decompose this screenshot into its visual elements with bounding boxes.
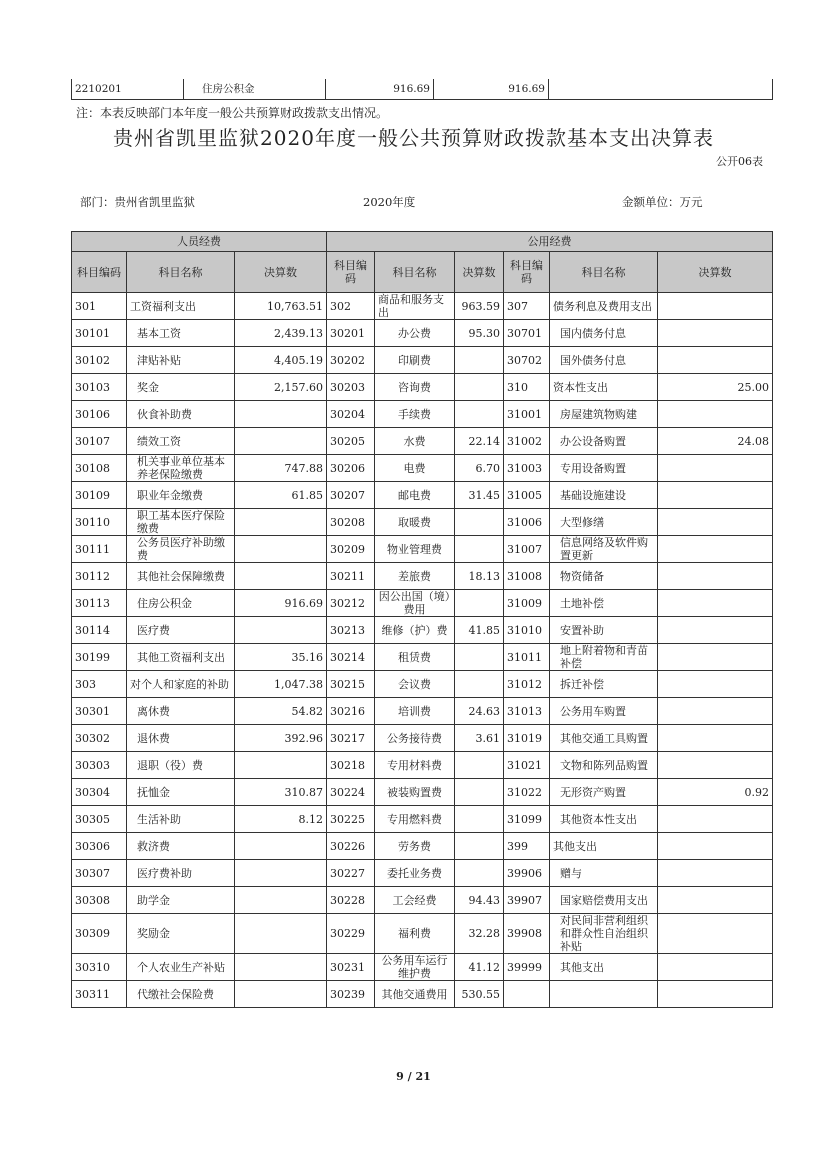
amount-cell: 41.85: [455, 617, 504, 644]
table-row: [72, 806, 773, 833]
name-cell: 房屋建筑物购建: [550, 401, 658, 428]
code-cell: 30108: [72, 455, 127, 482]
code-cell: 30231: [327, 954, 375, 981]
amount-cell: [658, 914, 773, 954]
col-header-code: 科目编码: [504, 252, 550, 293]
amount-cell: [658, 455, 773, 482]
code-cell: 39999: [504, 954, 550, 981]
amount-cell: [235, 401, 327, 428]
amount-cell: [658, 293, 773, 320]
code-cell: 30112: [72, 563, 127, 590]
name-cell: 国外债务付息: [550, 347, 658, 374]
name-cell: 物业管理费: [375, 536, 455, 563]
amount-cell: [658, 617, 773, 644]
amount-cell: 2,439.13: [235, 320, 327, 347]
code-cell: 30114: [72, 617, 127, 644]
name-cell: 维修（护）费: [375, 617, 455, 644]
name-cell: 文物和陈列品购置: [550, 752, 658, 779]
amount-cell: [658, 698, 773, 725]
amount-cell: [235, 509, 327, 536]
amount-cell: [455, 347, 504, 374]
col-header-name: 科目名称: [375, 252, 455, 293]
table-row: [72, 725, 773, 752]
amount-cell: [235, 833, 327, 860]
table-row: [72, 347, 773, 374]
name-cell: 国家赔偿费用支出: [550, 887, 658, 914]
name-cell: 公务用车购置: [550, 698, 658, 725]
code-cell: 30229: [327, 914, 375, 954]
department-label: 部门：贵州省凯里监狱: [80, 195, 195, 209]
code-cell: 30201: [327, 320, 375, 347]
code-cell: 30308: [72, 887, 127, 914]
amount-cell: 95.30: [455, 320, 504, 347]
amount-cell: 3.61: [455, 725, 504, 752]
name-cell: 其他社会保障缴费: [127, 563, 235, 590]
amount-cell: 10,763.51: [235, 293, 327, 320]
name-cell: 工资福利支出: [127, 293, 235, 320]
code-cell: 310: [504, 374, 550, 401]
name-cell: 离休费: [127, 698, 235, 725]
name-cell: 职业年金缴费: [127, 482, 235, 509]
amount-cell: 963.59: [455, 293, 504, 320]
code-cell: 30215: [327, 671, 375, 698]
name-cell: 住房公积金: [127, 590, 235, 617]
table-row: [72, 617, 773, 644]
code-cell: 31003: [504, 455, 550, 482]
name-cell: 差旅费: [375, 563, 455, 590]
name-cell: 退休费: [127, 725, 235, 752]
amount-cell: [235, 914, 327, 954]
code-cell: 30199: [72, 644, 127, 671]
amount-cell: 530.55: [455, 981, 504, 1008]
code-cell: 30239: [327, 981, 375, 1008]
table-row: [72, 401, 773, 428]
code-cell: 30228: [327, 887, 375, 914]
amount-cell: [658, 725, 773, 752]
previous-page-table: [71, 79, 773, 100]
name-cell: 助学金: [127, 887, 235, 914]
code-cell: 30107: [72, 428, 127, 455]
name-cell: 公务用车运行维护费: [375, 954, 455, 981]
table-row: [72, 79, 773, 100]
amount-cell: 6.70: [455, 455, 504, 482]
code-cell: 31011: [504, 644, 550, 671]
name-cell: 培训费: [375, 698, 455, 725]
table-note: 注：本表反映部门本年度一般公共预算财政拨款支出情况。: [76, 106, 389, 120]
col-header-amount: 决算数: [235, 252, 327, 293]
table-row: [72, 563, 773, 590]
amount-cell: 2,157.60: [235, 374, 327, 401]
amount-cell: 35.16: [235, 644, 327, 671]
code-cell: 31010: [504, 617, 550, 644]
amount-cell: 41.12: [455, 954, 504, 981]
code-cell: 30113: [72, 590, 127, 617]
name-cell: 办公设备购置: [550, 428, 658, 455]
table-row: [72, 455, 773, 482]
group-header-public: 公用经费: [327, 232, 773, 252]
name-cell: 专用设备购置: [550, 455, 658, 482]
name-cell: 职工基本医疗保险缴费: [127, 509, 235, 536]
amount-cell: 24.08: [658, 428, 773, 455]
name-cell: 福利费: [375, 914, 455, 954]
prev-name: 住房公积金: [184, 79, 326, 100]
name-cell: 邮电费: [375, 482, 455, 509]
table-body: [72, 293, 773, 1008]
name-cell: 专用材料费: [375, 752, 455, 779]
name-cell: 咨询费: [375, 374, 455, 401]
table-row: [72, 482, 773, 509]
code-cell: 301: [72, 293, 127, 320]
code-cell: 30211: [327, 563, 375, 590]
code-cell: 31008: [504, 563, 550, 590]
amount-cell: [455, 779, 504, 806]
name-cell: 绩效工资: [127, 428, 235, 455]
code-cell: 302: [327, 293, 375, 320]
code-cell: 30303: [72, 752, 127, 779]
name-cell: 医疗费补助: [127, 860, 235, 887]
code-cell: 30310: [72, 954, 127, 981]
amount-cell: [658, 752, 773, 779]
name-cell: 拆迁补偿: [550, 671, 658, 698]
code-cell: 30224: [327, 779, 375, 806]
amount-cell: [455, 860, 504, 887]
amount-cell: 54.82: [235, 698, 327, 725]
code-cell: 30207: [327, 482, 375, 509]
code-cell: 30106: [72, 401, 127, 428]
code-cell: 31013: [504, 698, 550, 725]
name-cell: 水费: [375, 428, 455, 455]
code-cell: 30216: [327, 698, 375, 725]
code-cell: 30307: [72, 860, 127, 887]
amount-cell: 32.28: [455, 914, 504, 954]
name-cell: 被装购置费: [375, 779, 455, 806]
amount-cell: 916.69: [235, 590, 327, 617]
form-number: 公开06表: [716, 155, 763, 168]
amount-cell: [658, 320, 773, 347]
table-row: [72, 320, 773, 347]
amount-cell: 8.12: [235, 806, 327, 833]
code-cell: 30304: [72, 779, 127, 806]
table-row: [72, 779, 773, 806]
code-cell: 31002: [504, 428, 550, 455]
code-cell: 30209: [327, 536, 375, 563]
name-cell: 奖励金: [127, 914, 235, 954]
code-cell: 31022: [504, 779, 550, 806]
name-cell: 取暖费: [375, 509, 455, 536]
name-cell: 奖金: [127, 374, 235, 401]
code-cell: 399: [504, 833, 550, 860]
code-cell: 39907: [504, 887, 550, 914]
table-row: [72, 293, 773, 320]
amount-cell: [455, 401, 504, 428]
code-cell: 31005: [504, 482, 550, 509]
code-cell: 30225: [327, 806, 375, 833]
code-cell: 30205: [327, 428, 375, 455]
expenditure-table: [71, 231, 773, 1008]
amount-cell: [235, 981, 327, 1008]
col-header-amount: 决算数: [455, 252, 504, 293]
amount-cell: 310.87: [235, 779, 327, 806]
name-cell: 物资储备: [550, 563, 658, 590]
col-header-name: 科目名称: [127, 252, 235, 293]
code-cell: 30702: [504, 347, 550, 374]
amount-cell: [455, 509, 504, 536]
amount-cell: [658, 536, 773, 563]
name-cell: 其他资本性支出: [550, 806, 658, 833]
table-row: [72, 671, 773, 698]
name-cell: 个人农业生产补贴: [127, 954, 235, 981]
code-cell: 30110: [72, 509, 127, 536]
table-row: [72, 887, 773, 914]
name-cell: 债务利息及费用支出: [550, 293, 658, 320]
name-cell: 公务接待费: [375, 725, 455, 752]
code-cell: 30111: [72, 536, 127, 563]
amount-cell: [235, 954, 327, 981]
prev-value-3: [549, 79, 773, 100]
name-cell: 其他支出: [550, 833, 658, 860]
table-row: [72, 590, 773, 617]
amount-cell: [455, 671, 504, 698]
table-row: [72, 954, 773, 981]
amount-cell: [235, 617, 327, 644]
code-cell: 307: [504, 293, 550, 320]
code-cell: 30101: [72, 320, 127, 347]
amount-cell: [455, 536, 504, 563]
code-cell: 31001: [504, 401, 550, 428]
table-row: [72, 833, 773, 860]
name-cell: 土地补偿: [550, 590, 658, 617]
code-cell: 31099: [504, 806, 550, 833]
amount-cell: 22.14: [455, 428, 504, 455]
amount-cell: 392.96: [235, 725, 327, 752]
amount-cell: [658, 644, 773, 671]
amount-cell: [658, 887, 773, 914]
amount-cell: [455, 374, 504, 401]
name-cell: 生活补助: [127, 806, 235, 833]
code-cell: 30103: [72, 374, 127, 401]
prev-code: 2210201: [72, 79, 184, 100]
amount-cell: [658, 860, 773, 887]
name-cell: 退职（役）费: [127, 752, 235, 779]
name-cell: 委托业务费: [375, 860, 455, 887]
amount-cell: [455, 752, 504, 779]
amount-cell: [235, 860, 327, 887]
code-cell: 30306: [72, 833, 127, 860]
name-cell: 对民间非营利组织和群众性自治组织补贴: [550, 914, 658, 954]
table-row: [72, 536, 773, 563]
name-cell: 抚恤金: [127, 779, 235, 806]
name-cell: 无形资产购置: [550, 779, 658, 806]
amount-cell: [455, 590, 504, 617]
name-cell: 专用燃料费: [375, 806, 455, 833]
code-cell: 31009: [504, 590, 550, 617]
year-label: 2020年度: [363, 195, 416, 209]
code-cell: 31019: [504, 725, 550, 752]
code-cell: 31021: [504, 752, 550, 779]
name-cell: [550, 981, 658, 1008]
prev-value-1: 916.69: [326, 79, 434, 100]
name-cell: 会议费: [375, 671, 455, 698]
code-cell: 30218: [327, 752, 375, 779]
code-cell: 30204: [327, 401, 375, 428]
table-row: [72, 860, 773, 887]
name-cell: 信息网络及软件购置更新: [550, 536, 658, 563]
name-cell: 其他交通费用: [375, 981, 455, 1008]
code-cell: 303: [72, 671, 127, 698]
name-cell: 救济费: [127, 833, 235, 860]
amount-cell: [658, 590, 773, 617]
code-cell: 30102: [72, 347, 127, 374]
table-row: [72, 509, 773, 536]
amount-cell: 94.43: [455, 887, 504, 914]
amount-cell: [235, 887, 327, 914]
code-cell: 30217: [327, 725, 375, 752]
amount-cell: [455, 833, 504, 860]
table-row: [72, 644, 773, 671]
amount-cell: 31.45: [455, 482, 504, 509]
name-cell: 办公费: [375, 320, 455, 347]
col-header-code: 科目编码: [72, 252, 127, 293]
name-cell: 因公出国（境）费用: [375, 590, 455, 617]
code-cell: 30208: [327, 509, 375, 536]
prev-value-2: 916.69: [434, 79, 549, 100]
col-header-amount: 决算数: [658, 252, 773, 293]
name-cell: 国内债务付息: [550, 320, 658, 347]
table-row: [72, 428, 773, 455]
code-cell: 39906: [504, 860, 550, 887]
code-cell: [504, 981, 550, 1008]
col-header-code: 科目编码: [327, 252, 375, 293]
name-cell: 安置补助: [550, 617, 658, 644]
page-number: 9 / 21: [396, 1070, 431, 1083]
amount-cell: [455, 806, 504, 833]
amount-cell: [235, 752, 327, 779]
name-cell: 劳务费: [375, 833, 455, 860]
name-cell: 其他工资福利支出: [127, 644, 235, 671]
name-cell: 地上附着物和青苗补偿: [550, 644, 658, 671]
code-cell: 30701: [504, 320, 550, 347]
amount-cell: 18.13: [455, 563, 504, 590]
amount-cell: [658, 671, 773, 698]
amount-cell: [658, 509, 773, 536]
amount-cell: 0.92: [658, 779, 773, 806]
name-cell: 对个人和家庭的补助: [127, 671, 235, 698]
amount-cell: [658, 833, 773, 860]
code-cell: 30214: [327, 644, 375, 671]
name-cell: 津贴补贴: [127, 347, 235, 374]
code-cell: 30301: [72, 698, 127, 725]
code-cell: 31007: [504, 536, 550, 563]
group-header-personnel: 人员经费: [72, 232, 327, 252]
amount-cell: [658, 981, 773, 1008]
table-row: [72, 914, 773, 954]
column-header-row: [72, 252, 773, 293]
amount-cell: [455, 644, 504, 671]
name-cell: 赠与: [550, 860, 658, 887]
name-cell: 商品和服务支出: [375, 293, 455, 320]
code-cell: 30309: [72, 914, 127, 954]
code-cell: 30202: [327, 347, 375, 374]
amount-cell: 1,047.38: [235, 671, 327, 698]
code-cell: 30213: [327, 617, 375, 644]
amount-cell: 747.88: [235, 455, 327, 482]
amount-cell: [658, 482, 773, 509]
code-cell: 39908: [504, 914, 550, 954]
code-cell: 30203: [327, 374, 375, 401]
table-row: [72, 698, 773, 725]
page-title: 贵州省凯里监狱2020年度一般公共预算财政拨款基本支出决算表: [113, 126, 714, 150]
amount-cell: [658, 806, 773, 833]
code-cell: 30302: [72, 725, 127, 752]
name-cell: 基本工资: [127, 320, 235, 347]
amount-cell: 61.85: [235, 482, 327, 509]
name-cell: 机关事业单位基本养老保险缴费: [127, 455, 235, 482]
name-cell: 医疗费: [127, 617, 235, 644]
amount-cell: 25.00: [658, 374, 773, 401]
amount-cell: [235, 536, 327, 563]
name-cell: 其他支出: [550, 954, 658, 981]
table-row: [72, 752, 773, 779]
name-cell: 伙食补助费: [127, 401, 235, 428]
code-cell: 30226: [327, 833, 375, 860]
unit-label: 金额单位：万元: [622, 195, 703, 209]
col-header-name: 科目名称: [550, 252, 658, 293]
amount-cell: [658, 954, 773, 981]
name-cell: 印刷费: [375, 347, 455, 374]
code-cell: 30109: [72, 482, 127, 509]
name-cell: 代缴社会保险费: [127, 981, 235, 1008]
code-cell: 30212: [327, 590, 375, 617]
code-cell: 31006: [504, 509, 550, 536]
name-cell: 基础设施建设: [550, 482, 658, 509]
code-cell: 30206: [327, 455, 375, 482]
name-cell: 公务员医疗补助缴费: [127, 536, 235, 563]
amount-cell: [658, 563, 773, 590]
table-row: [72, 981, 773, 1008]
group-header-row: [72, 232, 773, 252]
table-row: [72, 374, 773, 401]
amount-cell: 24.63: [455, 698, 504, 725]
amount-cell: [658, 401, 773, 428]
amount-cell: [658, 347, 773, 374]
name-cell: 租赁费: [375, 644, 455, 671]
name-cell: 工会经费: [375, 887, 455, 914]
name-cell: 大型修缮: [550, 509, 658, 536]
name-cell: 手续费: [375, 401, 455, 428]
amount-cell: 4,405.19: [235, 347, 327, 374]
code-cell: 30311: [72, 981, 127, 1008]
name-cell: 资本性支出: [550, 374, 658, 401]
code-cell: 30305: [72, 806, 127, 833]
amount-cell: [235, 563, 327, 590]
name-cell: 其他交通工具购置: [550, 725, 658, 752]
amount-cell: [235, 428, 327, 455]
code-cell: 30227: [327, 860, 375, 887]
name-cell: 电费: [375, 455, 455, 482]
code-cell: 31012: [504, 671, 550, 698]
